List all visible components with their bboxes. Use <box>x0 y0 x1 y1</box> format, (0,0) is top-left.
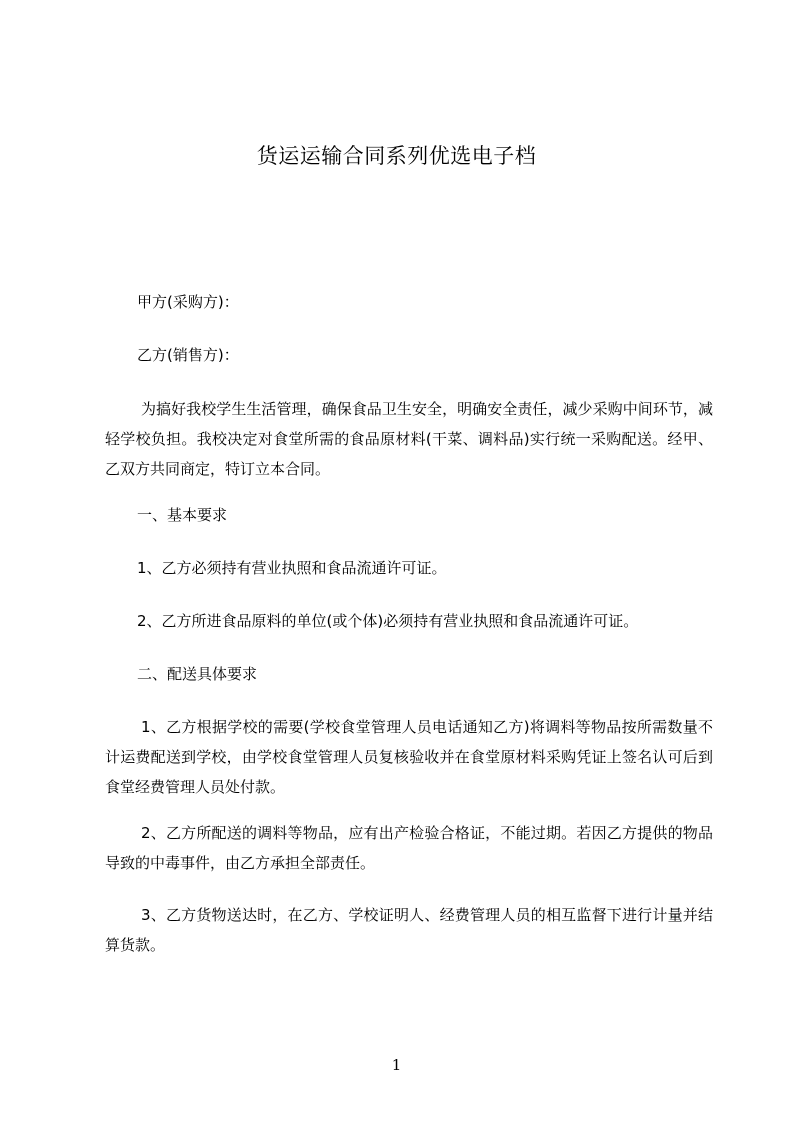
intro-paragraph: 为搞好我校学生生活管理，确保食品卫生安全，明确安全责任，减少采购中间环节，减轻学校负担。我校决定对食堂所需的食品原材料(干菜、调料品)实行统一采购配送。经甲、乙双方共同商定，特订立本合同。 <box>105 400 713 478</box>
section-1-item-1: 1、乙方必须持有营业执照和食品流通许可证。 <box>137 559 447 577</box>
document-title: 货运运输合同系列优选电子档 <box>256 144 537 168</box>
section-1-item-2: 2、乙方所进食品原料的单位(或个体)必须持有营业执照和食品流通许可证。 <box>137 612 639 630</box>
section-2-heading: 二、配送具体要求 <box>137 665 258 683</box>
party-b-label: 乙方(销售方)： <box>137 346 239 364</box>
page-number: 1 <box>391 1056 402 1074</box>
section-2-item-1: 1、乙方根据学校的需要(学校食堂管理人员电话通知乙方)将调料等物品按所需数量不计运费配送到学校，由学校食堂管理人员复核验收并在食堂原材料采购凭证上签名认可后到食堂经费管理人员处付款。 <box>105 718 713 796</box>
section-1-heading: 一、基本要求 <box>137 506 228 524</box>
party-a-label: 甲方(采购方)： <box>137 293 239 311</box>
section-2-item-3: 3、乙方货物送达时，在乙方、学校证明人、经费管理人员的相互监督下进行计量并结算货款。 <box>105 906 713 954</box>
section-2-item-2: 2、乙方所配送的调料等物品，应有出产检验合格证，不能过期。若因乙方提供的物品导致的中毒事件，由乙方承担全部责任。 <box>105 824 713 872</box>
